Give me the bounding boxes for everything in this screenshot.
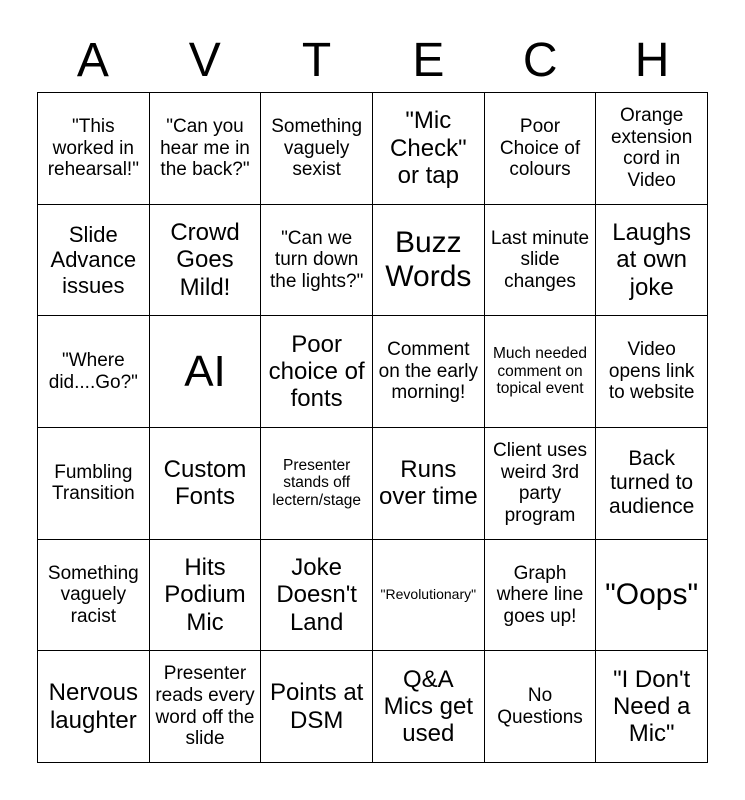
bingo-cell[interactable]	[150, 428, 262, 540]
cell-text: Something vaguely sexist	[271, 115, 363, 181]
bingo-cell[interactable]	[596, 651, 708, 763]
bingo-cell[interactable]	[596, 316, 708, 428]
bingo-cell[interactable]	[261, 651, 373, 763]
bingo-cell[interactable]	[596, 540, 708, 652]
bingo-cell[interactable]	[485, 651, 597, 763]
cell-text: Client uses weird 3rd party program	[492, 440, 587, 526]
cell-text: Fumbling Transition	[51, 461, 135, 505]
header-letter-a: A	[76, 34, 109, 87]
bingo-cell[interactable]	[373, 93, 485, 205]
bingo-cell[interactable]	[485, 93, 597, 205]
cell-text: Joke Doesn't Land	[276, 553, 357, 636]
cell-text: Custom Fonts	[163, 455, 247, 511]
bingo-cell[interactable]	[150, 205, 262, 317]
bingo-header	[37, 30, 708, 92]
bingo-cell[interactable]	[38, 651, 150, 763]
cell-text: "Can we turn down the lights?"	[269, 227, 364, 292]
bingo-cell[interactable]	[596, 205, 708, 317]
cell-text: "I Don't Need a Mic"	[612, 665, 691, 748]
cell-text: Video opens link to website	[608, 339, 695, 404]
bingo-cell[interactable]	[373, 540, 485, 652]
cell-text: Slide Advance issues	[50, 222, 137, 298]
cell-text: Q&A Mics get used	[383, 665, 473, 748]
cell-text: AI	[184, 346, 226, 396]
bingo-cell[interactable]	[485, 428, 597, 540]
cell-text: Presenter stands off lectern/stage	[272, 456, 362, 510]
bingo-cell[interactable]	[38, 428, 150, 540]
cell-text: Points at DSM	[269, 679, 364, 734]
bingo-cell[interactable]	[485, 205, 597, 317]
bingo-cell[interactable]	[150, 93, 262, 205]
cell-text: Nervous laughter	[48, 679, 139, 734]
bingo-cell[interactable]	[150, 540, 262, 652]
cell-text: Laughs at own joke	[612, 218, 692, 301]
cell-text: Poor choice of fonts	[268, 330, 365, 413]
cell-text: Something vaguely racist	[47, 562, 139, 627]
bingo-cell[interactable]	[261, 428, 373, 540]
cell-text: Orange extension cord in Video	[610, 105, 693, 191]
bingo-cell[interactable]	[261, 93, 373, 205]
bingo-cell[interactable]	[38, 540, 150, 652]
header-letter-e: E	[412, 34, 445, 87]
bingo-cell[interactable]	[373, 428, 485, 540]
bingo-board	[37, 92, 708, 763]
cell-text: "Mic Check" or tap	[390, 107, 467, 189]
bingo-cell[interactable]	[150, 651, 262, 763]
cell-text: "Can you hear me in the back?"	[160, 115, 250, 181]
bingo-cell[interactable]	[261, 316, 373, 428]
cell-text: "Where did....Go?"	[48, 350, 138, 393]
cell-text: Hits Podium Mic	[164, 553, 246, 636]
bingo-cell[interactable]	[373, 316, 485, 428]
cell-text: No Questions	[497, 685, 583, 728]
cell-text: Much needed comment on topical event	[493, 345, 587, 398]
bingo-cell[interactable]	[485, 316, 597, 428]
header-letter-v: V	[188, 34, 221, 87]
cell-text: Runs over time	[378, 455, 478, 511]
bingo-cell[interactable]	[150, 316, 262, 428]
bingo-cell[interactable]	[38, 93, 150, 205]
cell-text: "This worked in rehearsal!"	[47, 115, 139, 181]
bingo-cell[interactable]	[485, 540, 597, 652]
cell-text: Crowd Goes Mild!	[170, 218, 240, 301]
bingo-cell[interactable]	[38, 316, 150, 428]
cell-text: Last minute slide changes	[490, 227, 590, 292]
bingo-cell[interactable]	[38, 205, 150, 317]
header-letter-c: C	[522, 34, 558, 87]
bingo-cell[interactable]	[596, 428, 708, 540]
cell-text: Buzz Words	[385, 225, 472, 293]
bingo-cell[interactable]	[261, 205, 373, 317]
cell-text: Presenter reads every word off the slide	[155, 663, 255, 750]
cell-text: Comment on the early morning!	[378, 339, 478, 404]
cell-text: Graph where line goes up!	[496, 562, 584, 627]
header-letter-h: H	[634, 34, 670, 87]
header-letter-t: T	[301, 34, 332, 87]
cell-text: Poor Choice of colours	[499, 115, 581, 181]
bingo-cell[interactable]	[373, 205, 485, 317]
cell-text: "Revolutionary"	[380, 586, 477, 603]
bingo-cell[interactable]	[373, 651, 485, 763]
bingo-cell[interactable]	[596, 93, 708, 205]
cell-text: Back turned to audience	[609, 447, 695, 519]
bingo-cell[interactable]	[261, 540, 373, 652]
cell-text: "Oops"	[605, 577, 699, 611]
